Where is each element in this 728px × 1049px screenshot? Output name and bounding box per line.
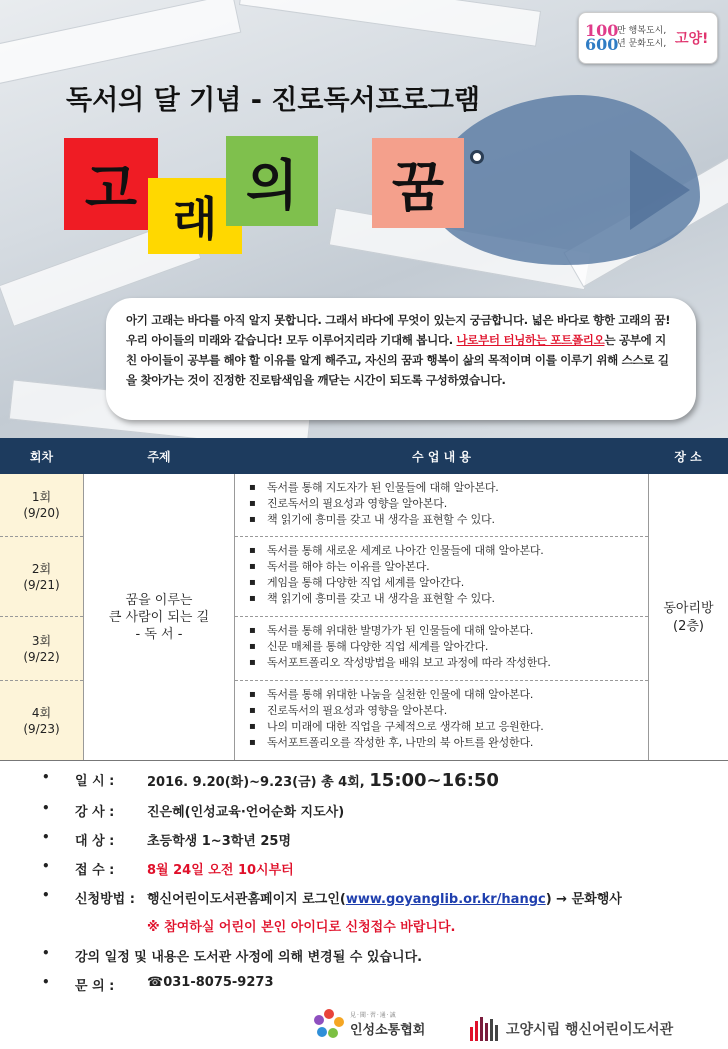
content-item: ▪ 독서를 통해 위대한 발명가가 된 인물들에 대해 알아본다. (245, 623, 648, 639)
content-cell-4 (235, 681, 648, 761)
lecturer-label: 강 사 : (75, 805, 115, 820)
content-cell-3 (235, 617, 648, 681)
title-block-ui: 의 (226, 136, 318, 226)
place-line: 동아리방 (663, 600, 714, 616)
round-date: (9/21) (23, 577, 60, 592)
goyang-city-logo (578, 12, 718, 64)
intro-highlight: 나로부터 터닝하는 포트폴리오 (456, 333, 605, 347)
topic-cell (83, 474, 235, 761)
logo-line-1: 만 행복도시, (617, 26, 667, 36)
content-cell-1 (235, 474, 648, 537)
apply-note: ※ 참여하실 어린이 본인 아이디로 신청접수 바랍니다. (147, 920, 456, 935)
bullet: • (42, 859, 50, 873)
insung-sotong-association-logo (314, 1009, 425, 1039)
paper-strip (239, 0, 541, 47)
schedule-time: 15:00~16:50 (369, 770, 499, 791)
content-cell-2 (235, 537, 648, 617)
contact-phone: ☎031-8075-9273 (147, 975, 274, 990)
content-list (245, 480, 648, 528)
library-emblem-icon (470, 1017, 498, 1041)
logo-numbers (585, 21, 619, 54)
content-item: ▪ 독서포트폴리오 작성방법을 배워 보고 과정에 따라 작성한다. (245, 655, 648, 671)
topic-line: - 독 서 - (135, 627, 183, 642)
intro-text-1: 아기 고래는 바다를 아직 알지 못합니다. 그래서 바다에 무엇이 있는지 궁금합니다. 넓은 바다로 향한 고래의 꿈! 우리 아이들의 미래와 같습니다! 모두 이루어지리라 기대해 봅니다. (126, 313, 671, 347)
content-item: ▪ 신문 매체를 통해 다양한 직업 세계를 알아간다. (245, 639, 648, 655)
hero-banner (0, 0, 728, 438)
contact-label: 문 의 : (75, 979, 115, 994)
association-text (350, 1010, 425, 1038)
content-item: ▪ 진로독서의 필요성과 영향을 알아본다. (245, 703, 648, 719)
target-value: 초등학생 1~3학년 25명 (147, 834, 292, 849)
header-topic: 주제 (147, 449, 171, 464)
header-place: 장 소 (674, 449, 702, 464)
content-list (245, 687, 648, 751)
lecturer-value: 진은혜(인성교육·언어순화 지도사) (147, 805, 345, 820)
bullet: • (42, 770, 50, 784)
table-bottom-border (0, 760, 728, 761)
title-block-rae: 래 (148, 178, 242, 254)
schedule-label: 일 시 : (75, 774, 115, 789)
apply-prefix: 행신어린이도서관홈페이지 로그인( (147, 892, 346, 907)
topic-line: 꿈을 이루는 (125, 593, 193, 608)
library-homepage-link[interactable]: www.goyanglib.or.kr/hangc (345, 892, 546, 907)
content-item: ▪ 나의 미래에 대한 직업을 구체적으로 생각해 보고 응원한다. (245, 719, 648, 735)
intro-text-2: 는 공부에 지친 아이들이 공부를 해야 할 이유를 알게 해주고, 자신의 꿈과 행복이 삶의 목적이며 이를 이루기 위해 스스로 길을 찾아가는 것이 진정한 진로탐색임을 깨닫는 시간이 되도록 구성하였습니다. (126, 333, 669, 387)
content-list (245, 543, 648, 607)
schedule-date: 2016. 9.20(화)~9.23(금) 총 4회, (147, 775, 365, 790)
schedule-value (147, 770, 499, 791)
content-item: ▪ 책 읽기에 흥미를 갖고 내 생각을 표현할 수 있다. (245, 591, 648, 607)
round-date: (9/23) (23, 722, 60, 736)
page-title: 독서의 달 기념 - 진로독서프로그램 (66, 85, 480, 116)
content-item: ▪ 책 읽기에 흥미를 갖고 내 생각을 표현할 수 있다. (245, 512, 648, 528)
table-header-row (0, 438, 728, 474)
content-item: ▪ 독서포트폴리오를 작성한 후, 나만의 북 아트를 완성한다. (245, 735, 648, 751)
content-item: ▪ 독서를 통해 지도자가 된 인물들에 대해 알아본다. (245, 480, 648, 496)
intro-speech-bubble (106, 298, 696, 420)
apply-label: 신청방법 : (75, 892, 135, 907)
place-line: (2층) (673, 618, 704, 634)
bullet: • (42, 801, 50, 815)
round-cell-3 (0, 617, 83, 681)
schedule-table (0, 438, 728, 761)
bullet: • (42, 830, 50, 844)
content-item: ▪ 독서를 통해 위대한 나눔을 실천한 인물에 대해 알아본다. (245, 687, 648, 703)
logo-line-2: 년 문화도시, (617, 39, 667, 49)
content-item: ▪ 독서를 해야 하는 이유를 알아본다. (245, 559, 648, 575)
bullet: • (42, 946, 50, 960)
whale-tail (630, 150, 690, 230)
content-list (245, 623, 648, 671)
paper-strip (0, 0, 241, 87)
title-block-kkum: 꿈 (372, 138, 464, 228)
round-number: 2회 (31, 561, 52, 576)
association-emblem-icon (314, 1009, 344, 1039)
change-notice: 강의 일정 및 내용은 도서관 사정에 의해 변경될 수 있습니다. (75, 950, 423, 965)
apply-value (147, 888, 622, 907)
round-number: 1회 (31, 490, 52, 504)
logo-city-name: 고양! (675, 31, 709, 47)
table-body (0, 474, 728, 761)
header-content: 수 업 내 용 (412, 449, 471, 464)
content-item: ▪ 독서를 통해 새로운 세계로 나아간 인물들에 대해 알아본다. (245, 543, 648, 559)
round-cell-1 (0, 474, 83, 537)
topic-line: 큰 사람이 되는 길 (108, 610, 210, 625)
apply-suffix: ) → 문화행사 (545, 892, 622, 907)
content-item: ▪ 게임을 통해 다양한 직업 세계를 알아간다. (245, 575, 648, 591)
association-motto: 見·聞·習·通·誠 (350, 1012, 397, 1019)
association-name: 인성소통협회 (350, 1023, 426, 1038)
library-logo (470, 1017, 673, 1041)
place-cell (648, 474, 728, 761)
round-number: 4회 (31, 706, 52, 720)
round-cell-4 (0, 681, 83, 761)
footer-logos (0, 1005, 728, 1049)
header-round: 회차 (29, 449, 54, 464)
bullet: • (42, 888, 50, 902)
round-number: 3회 (31, 633, 52, 648)
reception-label: 접 수 : (75, 863, 115, 878)
round-cell-2 (0, 537, 83, 617)
library-name: 고양시립 행신어린이도서관 (506, 1022, 674, 1038)
title-block-go: 고 (64, 138, 158, 230)
reception-value: 8월 24일 오전 10시부터 (147, 863, 294, 878)
round-date: (9/22) (23, 649, 60, 664)
logo-slogan (617, 25, 671, 51)
target-label: 대 상 : (75, 834, 115, 849)
bullet: • (42, 975, 50, 989)
logo-number-top: 100 (585, 21, 619, 40)
content-item: ▪ 진로독서의 필요성과 영향을 알아본다. (245, 496, 648, 512)
whale-eye (470, 150, 484, 164)
round-date: (9/20) (23, 506, 60, 520)
logo-number-bottom: 600 (585, 35, 619, 54)
